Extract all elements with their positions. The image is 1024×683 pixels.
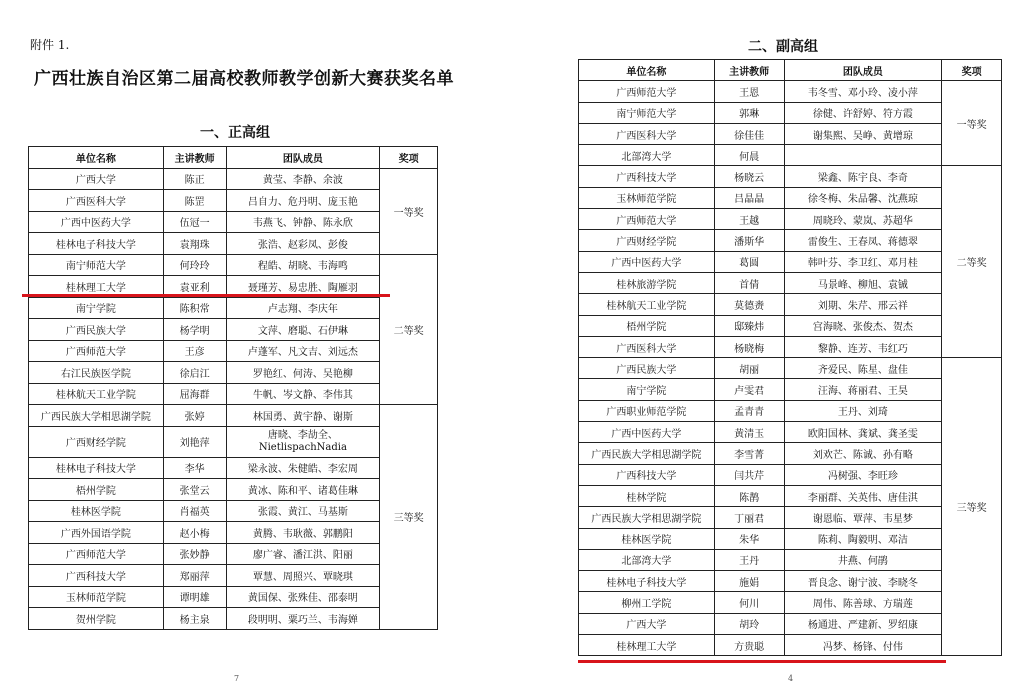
table-header-row [579, 60, 1002, 81]
highlight-underline-left [22, 294, 390, 297]
table-row [29, 543, 438, 565]
teacher-cell: 方贵聪 [714, 635, 784, 656]
award-table-full-professor [28, 146, 438, 630]
unit-cell: 广西大学 [579, 613, 715, 634]
unit-cell: 广西中医药大学 [579, 422, 715, 443]
highlight-underline-right [578, 660, 946, 663]
unit-cell: 桂林航天工业学院 [579, 294, 715, 315]
header-unit: 单位名称 [29, 147, 164, 169]
unit-cell: 贺州学院 [29, 608, 164, 630]
unit-cell: 右江民族医学院 [29, 362, 164, 384]
team-cell: 汪海、蒋丽君、王昊 [784, 379, 942, 400]
teacher-cell: 袁亚利 [163, 276, 226, 298]
teacher-cell: 首倩 [714, 272, 784, 293]
unit-cell: 南宁师范大学 [29, 254, 164, 276]
document-title: 广西壮族自治区第二届高校教师教学创新大赛获奖名单 [34, 69, 454, 89]
team-cell: 陈莉、陶毅明、邓洁 [784, 528, 942, 549]
table-header-row [29, 147, 438, 169]
team-cell: 徐冬梅、朱品馨、沈燕琼 [784, 187, 942, 208]
unit-cell: 桂林航天工业学院 [29, 383, 164, 405]
unit-cell: 广西科技大学 [579, 464, 715, 485]
unit-cell: 广西大学 [29, 168, 164, 190]
team-cell: 黄腾、韦耿薇、郭鹏阳 [226, 522, 380, 544]
team-cell: 谢恩临、覃萍、韦星梦 [784, 507, 942, 528]
team-cell: 井燕、何鹃 [784, 549, 942, 570]
unit-cell: 广西医科大学 [579, 123, 715, 144]
table-row [29, 319, 438, 341]
table-row [579, 251, 1002, 272]
teacher-cell: 徐佳佳 [714, 123, 784, 144]
teacher-cell: 卢雯君 [714, 379, 784, 400]
award-cell-second: 二等奖 [380, 254, 438, 405]
teacher-cell: 肖福英 [163, 500, 226, 522]
team-cell: 段明明、粟巧兰、韦海婵 [226, 608, 380, 630]
table-row [579, 81, 1002, 102]
table-row [29, 500, 438, 522]
teacher-cell: 陈正 [163, 168, 226, 190]
unit-cell: 广西职业师范学院 [579, 400, 715, 421]
team-cell: 张浩、赵彩凤、彭俊 [226, 233, 380, 255]
section-heading-full-professor: 一、正高组 [200, 125, 270, 141]
unit-cell: 广西师范大学 [29, 340, 164, 362]
award-cell-first: 一等奖 [942, 81, 1002, 166]
team-cell: 周晓玲、蒙岚、苏超华 [784, 209, 942, 230]
unit-cell: 广西科技大学 [579, 166, 715, 187]
table-row [29, 586, 438, 608]
unit-cell: 广西师范大学 [29, 543, 164, 565]
table-row [579, 145, 1002, 166]
team-cell: 梁鑫、陈宇良、李奇 [784, 166, 942, 187]
unit-cell: 桂林医学院 [579, 528, 715, 549]
unit-cell: 桂林医学院 [29, 500, 164, 522]
teacher-cell: 王恩 [714, 81, 784, 102]
teacher-cell: 潘斯华 [714, 230, 784, 251]
team-cell: 黄冰、陈和平、诸葛佳琳 [226, 479, 380, 501]
unit-cell: 桂林电子科技大学 [29, 233, 164, 255]
teacher-cell: 莫德赉 [714, 294, 784, 315]
team-cell: 卢蓬军、凡文吉、刘远杰 [226, 340, 380, 362]
header-teacher: 主讲教师 [163, 147, 226, 169]
teacher-cell: 何晨 [714, 145, 784, 166]
table-row [29, 297, 438, 319]
team-cell: 黄莹、李静、余波 [226, 168, 380, 190]
unit-cell: 广西外国语学院 [29, 522, 164, 544]
header-team: 团队成员 [226, 147, 380, 169]
unit-cell: 广西财经学院 [29, 426, 164, 457]
team-cell: 林国勇、黄宇静、谢斯 [226, 405, 380, 427]
team-cell: 欧阳国林、龚斌、龚圣雯 [784, 422, 942, 443]
team-cell: 周伟、陈善球、方瑞莲 [784, 592, 942, 613]
team-cell: 韦冬雪、邓小玲、凌小萍 [784, 81, 942, 102]
teacher-cell: 刘艳萍 [163, 426, 226, 457]
table-row [579, 422, 1002, 443]
table-row [29, 457, 438, 479]
teacher-cell: 王丹 [714, 549, 784, 570]
unit-cell: 广西民族大学 [29, 319, 164, 341]
unit-cell: 广西民族大学相思湖学院 [579, 507, 715, 528]
table-row [29, 565, 438, 587]
table-row [579, 528, 1002, 549]
team-cell: 晋良念、谢宁波、李晓冬 [784, 571, 942, 592]
teacher-cell: 邸臻炜 [714, 315, 784, 336]
team-cell: 刘期、朱芹、邢云祥 [784, 294, 942, 315]
teacher-cell: 杨晓梅 [714, 336, 784, 357]
teacher-cell: 王越 [714, 209, 784, 230]
team-cell: 梁永波、朱健皓、李宏周 [226, 457, 380, 479]
teacher-cell: 杨主泉 [163, 608, 226, 630]
team-cell: 徐健、许舒婷、符方霞 [784, 102, 942, 123]
unit-cell: 玉林师范学院 [579, 187, 715, 208]
team-cell: 马景峰、柳旭、袁铖 [784, 272, 942, 293]
team-cell: 黄国保、张殊佳、邵泰明 [226, 586, 380, 608]
unit-cell: 玉林师范学院 [29, 586, 164, 608]
team-cell: 宫海晓、张俊杰、贺杰 [784, 315, 942, 336]
teacher-cell: 袁翔珠 [163, 233, 226, 255]
unit-cell: 桂林学院 [579, 485, 715, 506]
team-cell-line: NietlispachNadia [258, 441, 347, 453]
unit-cell: 广西师范大学 [579, 209, 715, 230]
teacher-cell: 伍冠一 [163, 211, 226, 233]
teacher-cell: 张妙静 [163, 543, 226, 565]
section-heading-associate-professor: 二、副高组 [748, 39, 818, 55]
teacher-cell: 赵小梅 [163, 522, 226, 544]
table-row [579, 102, 1002, 123]
teacher-cell: 黄清玉 [714, 422, 784, 443]
table-row [29, 522, 438, 544]
teacher-cell: 李华 [163, 457, 226, 479]
teacher-cell: 葛圆 [714, 251, 784, 272]
table-row [29, 405, 438, 427]
unit-cell: 桂林电子科技大学 [29, 457, 164, 479]
unit-cell: 南宁学院 [579, 379, 715, 400]
teacher-cell: 陈罡 [163, 190, 226, 212]
unit-cell: 广西民族大学 [579, 358, 715, 379]
teacher-cell: 闫共芹 [714, 464, 784, 485]
table-row [579, 123, 1002, 144]
team-cell: 冯梦、杨锋、付伟 [784, 635, 942, 656]
teacher-cell: 陈鹊 [714, 485, 784, 506]
table-row [579, 358, 1002, 379]
teacher-cell: 谭明雄 [163, 586, 226, 608]
team-cell: 韦燕飞、钟静、陈永欣 [226, 211, 380, 233]
attachment-label: 附件 1. [30, 38, 70, 52]
team-cell: 张霞、黄江、马基斯 [226, 500, 380, 522]
team-cell: 刘欢芒、陈诚、孙有略 [784, 443, 942, 464]
table-row [579, 485, 1002, 506]
award-cell-first: 一等奖 [380, 168, 438, 254]
team-cell: 雷俊生、王春凤、蒋德翠 [784, 230, 942, 251]
team-cell: 李丽群、关英伟、唐佳淇 [784, 485, 942, 506]
teacher-cell: 杨晓云 [714, 166, 784, 187]
teacher-cell: 王彦 [163, 340, 226, 362]
header-team: 团队成员 [784, 60, 942, 81]
table-row [29, 168, 438, 190]
teacher-cell: 屈海群 [163, 383, 226, 405]
unit-cell: 广西中医药大学 [29, 211, 164, 233]
table-row [29, 479, 438, 501]
teacher-cell: 徐启江 [163, 362, 226, 384]
table-row [29, 426, 438, 457]
teacher-cell: 施娟 [714, 571, 784, 592]
table-row [579, 187, 1002, 208]
table-row [579, 400, 1002, 421]
table-row [29, 608, 438, 630]
teacher-cell: 胡玲 [714, 613, 784, 634]
table-row [579, 230, 1002, 251]
team-cell: 聂瑾芳、易忠胜、陶雁羽 [226, 276, 380, 298]
teacher-cell: 郭琳 [714, 102, 784, 123]
table-row [29, 190, 438, 212]
unit-cell: 南宁学院 [29, 297, 164, 319]
unit-cell: 广西医科大学 [579, 336, 715, 357]
team-cell [784, 145, 942, 166]
unit-cell: 广西民族大学相思湖学院 [29, 405, 164, 427]
teacher-cell: 何川 [714, 592, 784, 613]
team-cell: 齐爱民、陈星、盘佳 [784, 358, 942, 379]
unit-cell: 梧州学院 [29, 479, 164, 501]
table-row [579, 209, 1002, 230]
teacher-cell: 郑丽萍 [163, 565, 226, 587]
team-cell: 吕自力、危丹明、庞玉艳 [226, 190, 380, 212]
team-cell: 罗艳红、何涛、吴艳柳 [226, 362, 380, 384]
team-cell: 冯树强、李旺珍 [784, 464, 942, 485]
table-row [579, 507, 1002, 528]
teacher-cell: 陈积常 [163, 297, 226, 319]
teacher-cell: 杨学明 [163, 319, 226, 341]
header-unit: 单位名称 [579, 60, 715, 81]
team-cell: 牛帆、岑文静、李伟其 [226, 383, 380, 405]
award-table-associate-professor [578, 59, 1002, 656]
award-cell-third: 三等奖 [942, 358, 1002, 656]
header-teacher: 主讲教师 [714, 60, 784, 81]
team-cell: 程皓、胡晓、韦海鸣 [226, 254, 380, 276]
teacher-cell: 丁丽君 [714, 507, 784, 528]
table-row [579, 166, 1002, 187]
unit-cell: 南宁师范大学 [579, 102, 715, 123]
page-number-left: 7 [234, 674, 240, 683]
table-row [29, 211, 438, 233]
table-row [579, 272, 1002, 293]
table-row [29, 340, 438, 362]
table-row [29, 362, 438, 384]
award-cell-second: 二等奖 [942, 166, 1002, 358]
award-cell-third: 三等奖 [380, 405, 438, 630]
team-cell: 文萍、磨聪、石伊琳 [226, 319, 380, 341]
table-row [29, 233, 438, 255]
table-row [579, 379, 1002, 400]
unit-cell: 北部湾大学 [579, 549, 715, 570]
unit-cell: 梧州学院 [579, 315, 715, 336]
team-cell: 覃慧、周照兴、覃晓琪 [226, 565, 380, 587]
team-cell [226, 426, 380, 457]
unit-cell: 广西科技大学 [29, 565, 164, 587]
unit-cell: 广西中医药大学 [579, 251, 715, 272]
unit-cell: 桂林理工大学 [29, 276, 164, 298]
teacher-cell: 李雪菁 [714, 443, 784, 464]
unit-cell: 桂林电子科技大学 [579, 571, 715, 592]
table-row [579, 336, 1002, 357]
table-row [579, 294, 1002, 315]
table-row [579, 635, 1002, 656]
unit-cell: 广西民族大学相思湖学院 [579, 443, 715, 464]
team-cell-line: 唐晓、李劼全、 [267, 429, 338, 441]
table-row [579, 592, 1002, 613]
team-cell: 杨通进、严建新、罗绍康 [784, 613, 942, 634]
teacher-cell: 孟青青 [714, 400, 784, 421]
teacher-cell: 张堂云 [163, 479, 226, 501]
header-award: 奖项 [942, 60, 1002, 81]
team-cell: 谢集熙、吴峥、黄增琼 [784, 123, 942, 144]
teacher-cell: 张婷 [163, 405, 226, 427]
table-row [579, 613, 1002, 634]
table-row [29, 254, 438, 276]
unit-cell: 桂林理工大学 [579, 635, 715, 656]
unit-cell: 桂林旅游学院 [579, 272, 715, 293]
table-row [29, 383, 438, 405]
teacher-cell: 何玲玲 [163, 254, 226, 276]
table-row [579, 571, 1002, 592]
team-cell: 卢志翔、李庆年 [226, 297, 380, 319]
page-number-right: 4 [788, 674, 794, 683]
table-row [579, 464, 1002, 485]
header-award: 奖项 [380, 147, 438, 169]
teacher-cell: 吕晶晶 [714, 187, 784, 208]
team-cell: 韩叶芬、李卫红、邓月桂 [784, 251, 942, 272]
team-cell: 黎静、连芳、韦红巧 [784, 336, 942, 357]
team-cell: 王丹、刘琦 [784, 400, 942, 421]
table-row [579, 549, 1002, 570]
team-cell: 廖广睿、潘江洪、阳丽 [226, 543, 380, 565]
unit-cell: 广西师范大学 [579, 81, 715, 102]
unit-cell: 广西财经学院 [579, 230, 715, 251]
teacher-cell: 朱华 [714, 528, 784, 549]
unit-cell: 广西医科大学 [29, 190, 164, 212]
table-row [579, 443, 1002, 464]
unit-cell: 柳州工学院 [579, 592, 715, 613]
unit-cell: 北部湾大学 [579, 145, 715, 166]
teacher-cell: 胡丽 [714, 358, 784, 379]
table-row [579, 315, 1002, 336]
